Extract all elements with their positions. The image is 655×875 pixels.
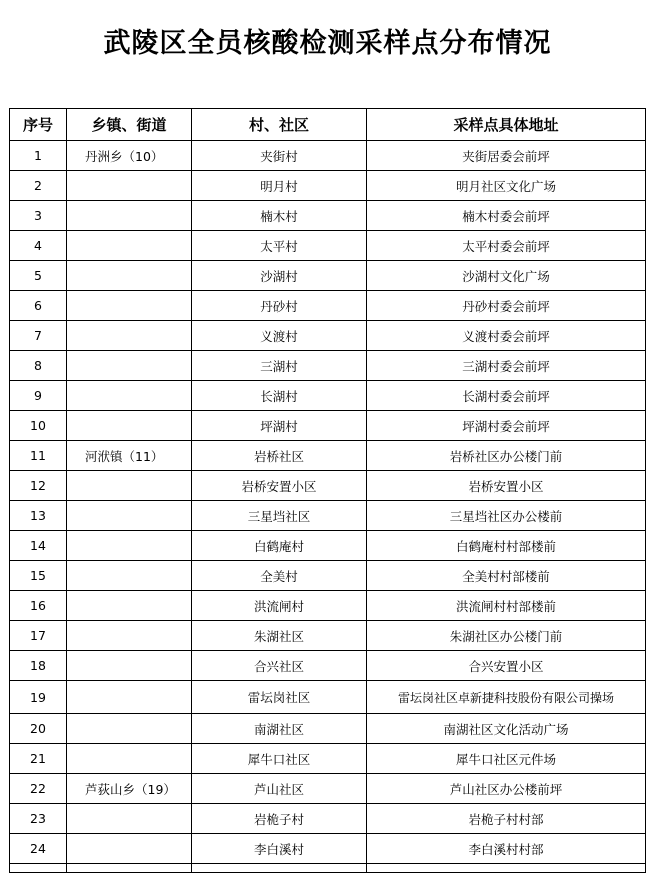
cell-town-street xyxy=(67,744,192,774)
cell-serial-number: 24 xyxy=(10,834,67,864)
cell-town-street xyxy=(67,291,192,321)
table-row xyxy=(10,171,646,201)
cell-site-address: 朱湖社区办公楼门前 xyxy=(367,621,646,651)
cell-site-address: 李白溪村村部 xyxy=(367,834,646,864)
cell-serial-number: 17 xyxy=(10,621,67,651)
table-row xyxy=(10,471,646,501)
cell-village-community: 李白溪村 xyxy=(192,834,367,864)
cell-serial-number: 2 xyxy=(10,171,67,201)
table-row xyxy=(10,621,646,651)
cell-serial-number: 13 xyxy=(10,501,67,531)
table-row-partial xyxy=(10,864,646,873)
cell-town-street xyxy=(67,621,192,651)
cell-site-address: 全美村村部楼前 xyxy=(367,561,646,591)
cell-site-address: 合兴安置小区 xyxy=(367,651,646,681)
cell-site-address: 太平村委会前坪 xyxy=(367,231,646,261)
cell-town-street xyxy=(67,351,192,381)
cell-site-address: 白鹤庵村村部楼前 xyxy=(367,531,646,561)
cell-site-address: 岩桥社区办公楼门前 xyxy=(367,441,646,471)
cell-town-street xyxy=(67,201,192,231)
table-row xyxy=(10,441,646,471)
cell-village-community: 洪流闸村 xyxy=(192,591,367,621)
table-row xyxy=(10,201,646,231)
table-row xyxy=(10,834,646,864)
cell-site-address: 楠木村委会前坪 xyxy=(367,201,646,231)
table-row xyxy=(10,141,646,171)
table-row xyxy=(10,381,646,411)
cell-village-community: 楠木村 xyxy=(192,201,367,231)
cell-village-community: 白鹤庵村 xyxy=(192,531,367,561)
table-row xyxy=(10,804,646,834)
cell-village-community: 雷坛岗社区 xyxy=(192,681,367,714)
cell-village-community: 芦山社区 xyxy=(192,774,367,804)
cell-serial-number: 7 xyxy=(10,321,67,351)
cell-town-street: 丹洲乡（10） xyxy=(67,141,192,171)
table-row xyxy=(10,291,646,321)
cell-serial-number: 1 xyxy=(10,141,67,171)
cell-village-community: 夹街村 xyxy=(192,141,367,171)
cell-site-address: 沙湖村文化广场 xyxy=(367,261,646,291)
table-row xyxy=(10,231,646,261)
header-village-community: 村、社区 xyxy=(192,109,367,141)
table-row xyxy=(10,501,646,531)
table-row xyxy=(10,411,646,441)
table-row xyxy=(10,351,646,381)
cell-site-address: 夹街居委会前坪 xyxy=(367,141,646,171)
cell-town-street xyxy=(67,171,192,201)
cell-town-street xyxy=(67,591,192,621)
cell-site-address: 义渡村委会前坪 xyxy=(367,321,646,351)
table-row xyxy=(10,591,646,621)
cell-village-community: 全美村 xyxy=(192,561,367,591)
cell-empty xyxy=(67,864,192,873)
cell-village-community: 岩桅子村 xyxy=(192,804,367,834)
cell-village-community: 三湖村 xyxy=(192,351,367,381)
cell-town-street xyxy=(67,321,192,351)
cell-site-address: 丹砂村委会前坪 xyxy=(367,291,646,321)
cell-site-address: 明月社区文化广场 xyxy=(367,171,646,201)
cell-town-street: 河洑镇（11） xyxy=(67,441,192,471)
cell-serial-number: 6 xyxy=(10,291,67,321)
cell-serial-number: 19 xyxy=(10,681,67,714)
cell-site-address: 长湖村委会前坪 xyxy=(367,381,646,411)
cell-town-street xyxy=(67,501,192,531)
cell-empty xyxy=(367,864,646,873)
cell-village-community: 坪湖村 xyxy=(192,411,367,441)
cell-town-street xyxy=(67,231,192,261)
cell-village-community: 犀牛口社区 xyxy=(192,744,367,774)
cell-site-address: 三星垱社区办公楼前 xyxy=(367,501,646,531)
table-row xyxy=(10,561,646,591)
cell-serial-number: 10 xyxy=(10,411,67,441)
cell-serial-number: 15 xyxy=(10,561,67,591)
cell-town-street xyxy=(67,561,192,591)
cell-serial-number: 8 xyxy=(10,351,67,381)
cell-village-community: 合兴社区 xyxy=(192,651,367,681)
cell-town-street xyxy=(67,714,192,744)
header-site-address: 采样点具体地址 xyxy=(367,109,646,141)
cell-town-street xyxy=(67,804,192,834)
cell-village-community: 长湖村 xyxy=(192,381,367,411)
cell-town-street xyxy=(67,531,192,561)
cell-site-address: 坪湖村委会前坪 xyxy=(367,411,646,441)
cell-serial-number: 20 xyxy=(10,714,67,744)
cell-site-address: 犀牛口社区元件场 xyxy=(367,744,646,774)
table-row xyxy=(10,774,646,804)
cell-serial-number: 21 xyxy=(10,744,67,774)
cell-town-street xyxy=(67,681,192,714)
cell-town-street xyxy=(67,471,192,501)
cell-serial-number: 9 xyxy=(10,381,67,411)
table-header-row xyxy=(10,109,646,141)
cell-town-street xyxy=(67,261,192,291)
cell-village-community: 三星垱社区 xyxy=(192,501,367,531)
table-row xyxy=(10,531,646,561)
cell-site-address: 洪流闸村村部楼前 xyxy=(367,591,646,621)
cell-village-community: 南湖社区 xyxy=(192,714,367,744)
cell-serial-number: 4 xyxy=(10,231,67,261)
cell-village-community: 义渡村 xyxy=(192,321,367,351)
cell-site-address: 南湖社区文化活动广场 xyxy=(367,714,646,744)
cell-village-community: 岩桥社区 xyxy=(192,441,367,471)
cell-site-address: 岩桅子村村部 xyxy=(367,804,646,834)
table-row xyxy=(10,651,646,681)
table-row xyxy=(10,681,646,714)
cell-empty xyxy=(192,864,367,873)
header-serial-number: 序号 xyxy=(10,109,67,141)
sampling-sites-table xyxy=(9,108,646,873)
cell-village-community: 明月村 xyxy=(192,171,367,201)
cell-village-community: 朱湖社区 xyxy=(192,621,367,651)
cell-site-address: 三湖村委会前坪 xyxy=(367,351,646,381)
table-row xyxy=(10,321,646,351)
header-town-street: 乡镇、街道 xyxy=(67,109,192,141)
cell-serial-number: 14 xyxy=(10,531,67,561)
cell-serial-number: 23 xyxy=(10,804,67,834)
cell-village-community: 太平村 xyxy=(192,231,367,261)
cell-village-community: 岩桥安置小区 xyxy=(192,471,367,501)
cell-town-street xyxy=(67,411,192,441)
cell-serial-number: 3 xyxy=(10,201,67,231)
cell-site-address: 雷坛岗社区卓新捷科技股份有限公司操场 xyxy=(367,681,646,714)
cell-site-address: 岩桥安置小区 xyxy=(367,471,646,501)
cell-empty xyxy=(10,864,67,873)
cell-town-street xyxy=(67,834,192,864)
table-row xyxy=(10,714,646,744)
table-row xyxy=(10,744,646,774)
cell-serial-number: 22 xyxy=(10,774,67,804)
cell-serial-number: 11 xyxy=(10,441,67,471)
cell-serial-number: 18 xyxy=(10,651,67,681)
cell-village-community: 沙湖村 xyxy=(192,261,367,291)
table-row xyxy=(10,261,646,291)
cell-serial-number: 16 xyxy=(10,591,67,621)
cell-town-street xyxy=(67,651,192,681)
page-title: 武陵区全员核酸检测采样点分布情况 xyxy=(103,28,552,59)
cell-serial-number: 5 xyxy=(10,261,67,291)
cell-serial-number: 12 xyxy=(10,471,67,501)
cell-town-street: 芦荻山乡（19） xyxy=(67,774,192,804)
cell-town-street xyxy=(67,381,192,411)
cell-village-community: 丹砂村 xyxy=(192,291,367,321)
cell-site-address: 芦山社区办公楼前坪 xyxy=(367,774,646,804)
